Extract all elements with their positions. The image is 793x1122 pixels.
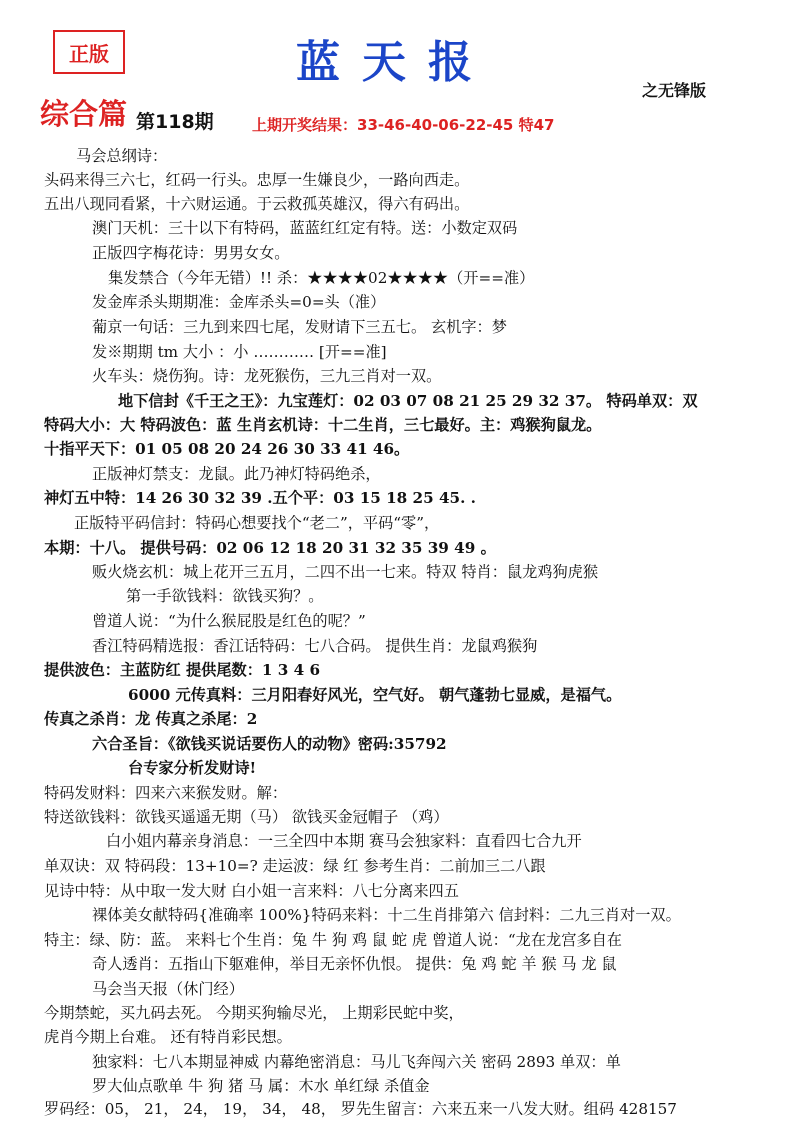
text-line: 特主：绿、防：蓝。 来料七个生肖：兔 牛 狗 鸡 鼠 蛇 虎 曾道人说：“龙在龙宫多自在 xyxy=(44,931,622,949)
text-line: 裸体美女献特码{准确率 100%}特码来料：十二生肖排第六 信封料：二九三肖对一双。 xyxy=(92,906,681,924)
text-line: 五出八现同看紧，十六财运通。于云救孤英雄汉，得六有码出。 xyxy=(44,195,470,213)
text-line: 特送欲钱料：欲钱买遥遥无期（马） 欲钱买金冠帽子 （鸡） xyxy=(44,808,449,826)
text-line: 火车头：烧伤狗。诗：龙死猴伤，三九三肖对一双。 xyxy=(92,367,442,385)
text-line: 见诗中特：从中取一发大财 白小姐一言来料：八七分离来四五 xyxy=(44,882,459,900)
text-line: 特码大小：大 特码波色：蓝 生肖玄机诗：十二生肖，三七最好。主：鸡猴狗鼠龙。 xyxy=(44,416,602,434)
text-line: 发金库杀头期期准：金库杀头=0=头（准） xyxy=(92,293,386,311)
text-line: 集发禁合（今年无错）!! 杀：★★★★02★★★★（开==准） xyxy=(108,269,535,287)
text-line: 特码发财料：四来六来猴发财。解： xyxy=(44,784,287,802)
text-line: 十指平天下：01 05 08 20 24 26 30 33 41 46。 xyxy=(44,440,410,458)
text-line: 葡京一句话：三九到来四七尾，发财请下三五七。 玄机字：梦 xyxy=(92,318,507,336)
text-line: 第一手欲钱料：欲钱买狗？。 xyxy=(126,587,324,605)
text-line: 本期：十八。 提供号码：02 06 12 18 20 31 32 35 39 49 。 xyxy=(44,539,496,557)
text-line: 地下信封《千王之王》：九宝莲灯：02 03 07 08 21 25 29 32 37。 特码单双：双 xyxy=(118,392,698,410)
text-line: 正版四字梅花诗：男男女女。 xyxy=(92,244,290,262)
text-line: 罗大仙点歌单 牛 狗 猪 马 属：木水 单红绿 杀值金 xyxy=(92,1077,430,1095)
text-line: 头码来得三六七，红码一行头。忠厚一生嫌良少，一路向西走。 xyxy=(44,171,470,189)
text-line: 发※期期 tm 大小 ：小 ………… [开==准] xyxy=(92,343,387,361)
text-line: 马会当天报（休门经） xyxy=(92,980,244,998)
text-line: 虎肖今期上台难。 还有特肖彩民想。 xyxy=(44,1028,292,1046)
text-line: 曾道人说：“为什么猴屁股是红色的呢？” xyxy=(92,612,366,630)
text-line: 独家料：七八本期显神威 内幕绝密消息：马儿飞奔闯六关 密码 2893 单双：单 xyxy=(92,1053,621,1071)
text-line: 奇人透肖：五指山下躯难伸，举目无亲怀仇恨。 提供：兔 鸡 蛇 羊 猴 马 龙 鼠 xyxy=(92,955,617,973)
text-line: 香江特码精选报：香江话特码：七八合码。 提供生肖：龙鼠鸡猴狗 xyxy=(92,637,538,655)
text-line: 六合圣旨：《欲钱买说话要伤人的动物》密码:35792 xyxy=(92,735,447,753)
text-line: 正版神灯禁支：龙鼠。此乃神灯特码绝杀， xyxy=(92,465,381,483)
text-line: 罗码经：05， 21， 24， 19， 34， 48， 罗先生留言：六来五来一八发大财。组码 428157 xyxy=(44,1100,677,1118)
issue-number: 第118期 xyxy=(136,111,214,133)
text-line: 贩火烧玄机：城上花开三五月，二四不出一七来。特双 特肖：鼠龙鸡狗虎猴 xyxy=(92,563,599,581)
genuine-edition-badge: 正版 xyxy=(53,30,125,74)
last-draw-result: 上期开奖结果：33-46-40-06-22-45 特47 xyxy=(252,116,555,134)
text-line: 正版特平码信封：特码心想要找个“老二”，平码“零”， xyxy=(74,514,440,532)
text-line: 单双诀：双 特码段：13+10=? 走运波：绿 红 参考生肖：二前加三二八跟 xyxy=(44,857,546,875)
text-line: 提供波色：主蓝防红 提供尾数：1 3 4 6 xyxy=(44,661,321,679)
text-line: 台专家分析发财诗! xyxy=(128,759,257,777)
text-line: 6000 元传真料：三月阳春好风光，空气好。 朝气蓬勃七显威，是福气。 xyxy=(128,686,622,704)
text-line: 神灯五中特：14 26 30 32 39 .五个平：03 15 18 25 45. . xyxy=(44,489,476,507)
text-line: 今期禁蛇，买九码去死。 今期买狗输尽光， 上期彩民蛇中奖， xyxy=(44,1004,464,1022)
section-heading: 综合篇 xyxy=(40,97,128,131)
text-line: 白小姐内幕亲身消息：一三全四中本期 赛马会独家料：直看四七合九开 xyxy=(106,832,582,850)
edition-label: 之无锋版 xyxy=(642,81,707,100)
text-line: 澳门天机：三十以下有特码，蓝蓝红红定有特。送：小数定双码 xyxy=(92,219,518,237)
text-line: 传真之杀肖：龙 传真之杀尾：2 xyxy=(44,710,258,728)
newspaper-title: 蓝天报 xyxy=(296,37,494,88)
text-line: 马会总纲诗： xyxy=(76,147,168,165)
